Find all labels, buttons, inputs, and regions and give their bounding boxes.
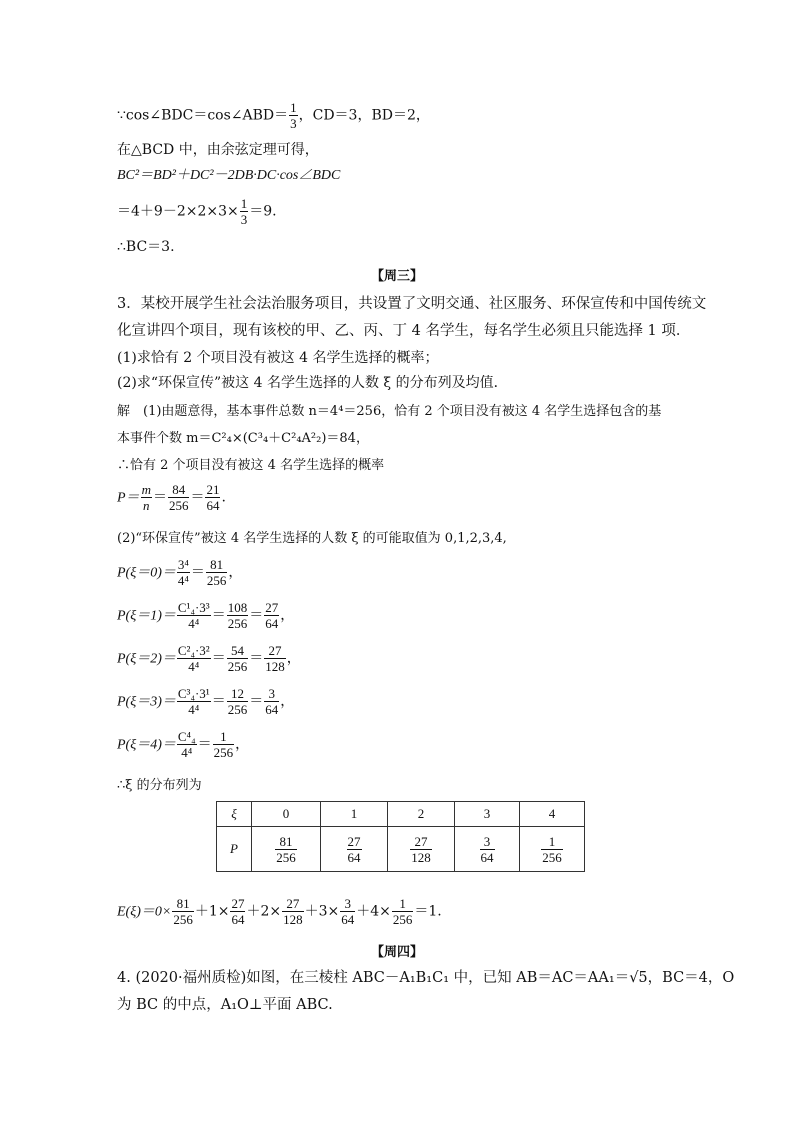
prob-xi-4: P(ξ＝4)＝ $\frac{\text{C⁴₄}}{\text{4⁴}}$ ＝ $\frac{1}{256}$ ， — [117, 729, 250, 760]
prob-xi-0: P(ξ＝0)＝ $\frac{\text{3⁴}}{\text{4⁴}}$ ＝ $\frac{81}{256}$ ， — [117, 557, 243, 588]
fraction: $\frac{108}{256}$ — [227, 600, 248, 631]
table-cell: 4 — [520, 802, 585, 827]
solution-3-line-3: ∴恰有 2 个项目没有被这 4 名学生选择的概率 — [117, 458, 385, 473]
prob-xi-2: P(ξ＝2)＝ $\frac{\text{C²₄·3²}}{\text{4⁴}}$ ＝ $\frac{54}{256}$ ＝ $\frac{27}{128}$ ， — [117, 643, 301, 674]
table-cell: $\frac{81}{256}$ — [252, 827, 321, 872]
distribution-caption: ∴ξ 的分布列为 — [117, 778, 202, 793]
fraction: $\frac{\text{C²₄·3²}}{\text{4⁴}}$ — [177, 643, 210, 674]
expectation-line: E(ξ)＝0× $\frac{81}{256}$ ＋1× $\frac{27}{64}$ ＋2× $\frac{27}{128}$ ＋3× $\frac{3}{64}$ ＋4× $\frac{1}{256}$ ＝1. — [117, 896, 442, 927]
solution-line-result: ∴BC＝3. — [117, 239, 175, 255]
fraction: $\frac{54}{256}$ — [227, 643, 248, 674]
solution-line-law: 在△BCD 中，由余弦定理可得， — [117, 142, 319, 158]
table-cell: $\frac{27}{128}$ — [388, 827, 455, 872]
question-3-part-1: (1)求恰有 2 个项目没有被这 4 名学生选择的概率； — [117, 350, 439, 366]
table-cell: $\frac{3}{64}$ — [455, 827, 520, 872]
table-row — [217, 827, 585, 872]
solution-line-calc: ＝4＋9－2×2×3× $\frac{1}{3}$ ＝9. — [117, 196, 277, 227]
solution-line-cos: ∵cos∠BDC＝cos∠ABD＝ $\frac{1}{3}$ ，CD＝3，BD＝2， — [117, 100, 430, 131]
fraction: $\frac{27}{64}$ — [265, 600, 279, 631]
question-3-line-2: 化宣讲四个项目，现有该校的甲、乙、丙、丁 4 名学生，每名学生必须且只能选择 1 项． — [117, 323, 691, 339]
table-cell: 2 — [388, 802, 455, 827]
solution-3-line-1: 解 (1)由题意得，基本事件总数 n＝4⁴＝256，恰有 2 个项目没有被这 4 名学生选择包含的基 — [117, 404, 662, 419]
fraction: $\frac{\text{C¹₄·3³}}{\text{4⁴}}$ — [177, 600, 210, 631]
fraction: $\frac{3}{64}$ — [265, 686, 279, 717]
question-4-line-1: 4. (2020·福州质检)如图，在三棱柱 ABC－A₁B₁C₁ 中，已知 AB＝AC＝AA₁＝√5，BC＝4，O — [117, 970, 735, 986]
table-header-p: P — [217, 827, 252, 872]
table-cell: 3 — [455, 802, 520, 827]
distribution-table — [216, 801, 585, 872]
table-cell: 0 — [252, 802, 321, 827]
prob-xi-1: P(ξ＝1)＝ $\frac{\text{C¹₄·3³}}{\text{4⁴}}$ ＝ $\frac{108}{256}$ ＝ $\frac{27}{64}$ ， — [117, 600, 295, 631]
question-3-line-1: 3．某校开展学生社会法治服务项目，共设置了文明交通、社区服务、环保宣传和中国传统文 — [117, 296, 707, 312]
question-3-part-2: (2)求“环保宣传”被这 4 名学生选择的人数 ξ 的分布列及均值． — [117, 375, 508, 391]
prob-xi-3: P(ξ＝3)＝ $\frac{\text{C³₄·3¹}}{\text{4⁴}}$ ＝ $\frac{12}{256}$ ＝ $\frac{3}{64}$ ， — [117, 686, 295, 717]
probability-p: P＝ $\frac{m}{n}$ ＝ $\frac{84}{256}$ ＝ $\frac{21}{64}$ . — [117, 482, 226, 513]
fraction: $\frac{1}{3}$ — [240, 196, 248, 227]
solution-3-values: (2)“环保宣传”被这 4 名学生选择的人数 ξ 的可能取值为 0,1,2,3,4, — [117, 531, 507, 546]
section-heading-thursday: 【周四】 — [370, 945, 423, 960]
table-cell: $\frac{27}{64}$ — [321, 827, 388, 872]
fraction: $\frac{\text{3⁴}}{\text{4⁴}}$ — [177, 557, 189, 588]
fraction: $\frac{1}{256}$ — [213, 729, 234, 760]
fraction: $\frac{27}{128}$ — [265, 643, 285, 674]
fraction: $\frac{81}{256}$ — [206, 557, 227, 588]
fraction: $\frac{1}{3}$ — [290, 100, 297, 131]
table-header-xi: ξ — [217, 802, 252, 827]
fraction: $\frac{\text{C³₄·3¹}}{\text{4⁴}}$ — [177, 686, 210, 717]
fraction: $\frac{\text{C⁴₄}}{\text{4⁴}}$ — [177, 729, 196, 760]
table-cell: $\frac{1}{256}$ — [520, 827, 585, 872]
table-row — [217, 802, 585, 827]
fraction: $\frac{m}{n}$ — [141, 482, 151, 513]
fraction: $\frac{12}{256}$ — [227, 686, 248, 717]
solution-line-formula: BC²＝BD²＋DC²－2DB·DC·cos∠BDC — [117, 168, 341, 183]
fraction: $\frac{21}{64}$ — [206, 482, 220, 513]
section-heading-wednesday: 【周三】 — [370, 269, 423, 284]
table-cell: 1 — [321, 802, 388, 827]
fraction: $\frac{84}{256}$ — [168, 482, 189, 513]
solution-3-line-2: 本事件个数 m＝C²₄×(C³₄＋C²₄A²₂)＝84， — [117, 431, 369, 446]
question-4-line-2: 为 BC 的中点，A₁O⊥平面 ABC. — [117, 997, 333, 1013]
